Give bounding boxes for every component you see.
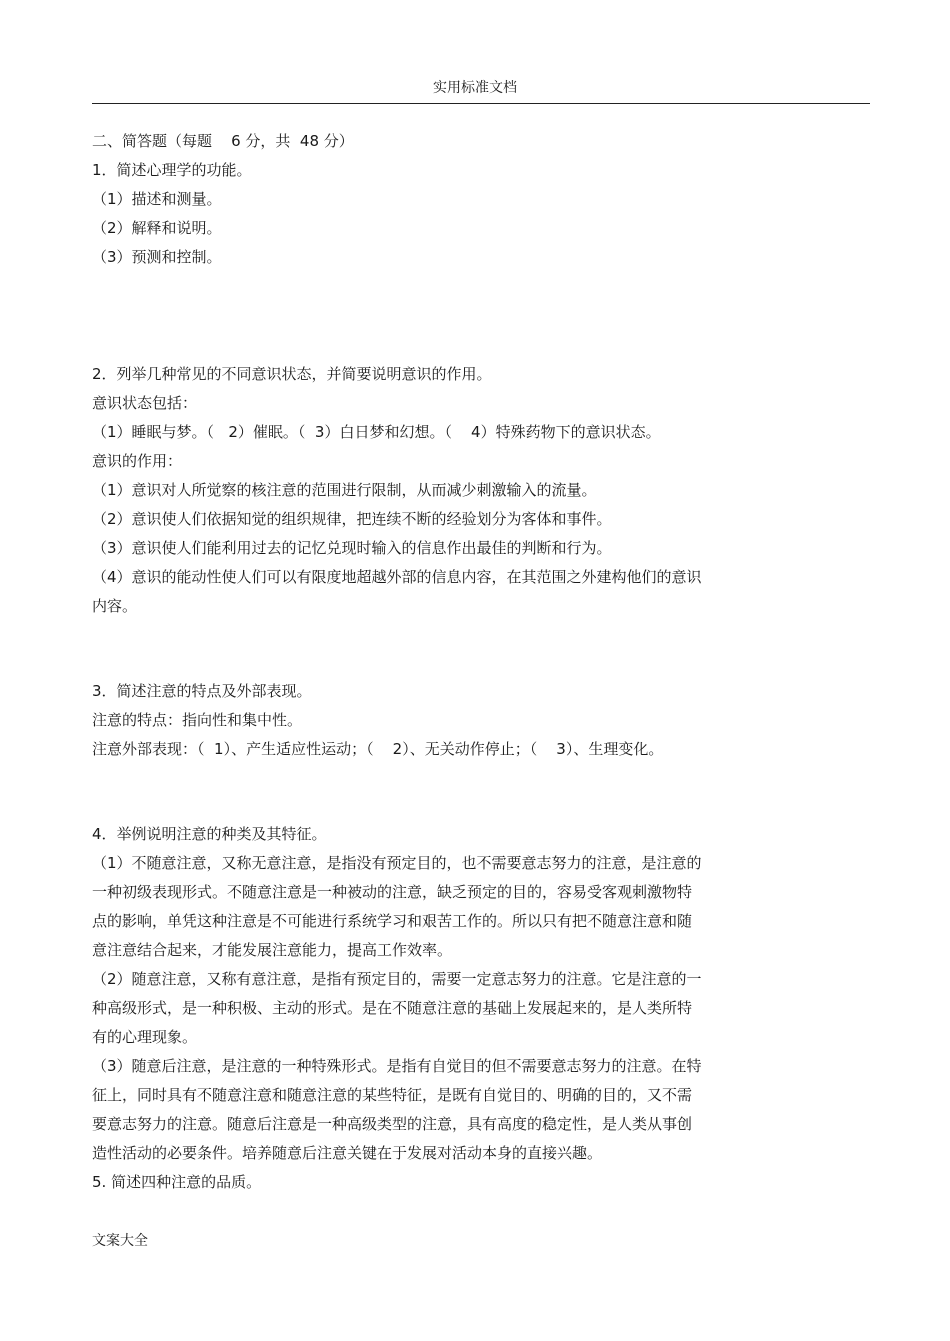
question-3 [92,677,792,764]
answer-line: 注意的特点：指向性和集中性。 [92,711,303,729]
answer-line: （1）意识对人所觉察的核注意的范围进行限制，从而减少刺激输入的流量。 [92,481,597,499]
answer-line: （2）随意注意，又称有意注意，是指有预定目的，需要一定意志努力的注意。它是注意的一 [92,970,702,988]
answer-line: （3）随意后注意，是注意的一种特殊形式。是指有自觉目的但不需要意志努力的注意。在特 [92,1057,702,1075]
answer-line: 点的影响，单凭这种注意是不可能进行系统学习和艰苦工作的。所以只有把不随意注意和随 [92,912,693,930]
question-2 [92,360,792,621]
header-divider [92,103,870,104]
answer-line: （4）意识的能动性使人们可以有限度地超越外部的信息内容，在其范围之外建构他们的意识 [92,568,702,586]
question-title: 5. 简述四种注意的品质。 [92,1173,262,1191]
document-body [92,127,792,1197]
blank-space [92,764,792,820]
question-title: 4．举例说明注意的种类及其特征。 [92,825,327,843]
answer-line: 意注意结合起来，才能发展注意能力，提高工作效率。 [92,941,453,959]
answer-line: （1）不随意注意，又称无意注意，是指没有预定目的，也不需要意志努力的注意，是注意的 [92,854,702,872]
answer-line: （3）意识使人们能利用过去的记忆兑现时输入的信息作出最佳的判断和行为。 [92,539,612,557]
question-title: 2．列举几种常见的不同意识状态，并简要说明意识的作用。 [92,365,492,383]
answer-line: （1）描述和测量。 [92,190,222,208]
answer-line: 种高级形式，是一种积极、主动的形式。是在不随意注意的基础上发展起来的，是人类所特 [92,999,693,1017]
question-4 [92,820,792,1168]
answer-line: 内容。 [92,597,138,615]
answer-line: 造性活动的必要条件。培养随意后注意关键在于发展对活动本身的直接兴趣。 [92,1144,603,1162]
question-title: 3．简述注意的特点及外部表现。 [92,682,312,700]
answer-line: 要意志努力的注意。随意后注意是一种高级类型的注意，具有高度的稳定性，是人类从事创 [92,1115,693,1133]
answer-line: （1）睡眠与梦。（ 2）催眠。（ 3）白日梦和幻想。（ 4）特殊药物下的意识状态。 [92,423,661,441]
answer-line: 意识状态包括： [92,394,198,412]
answer-line: 一种初级表现形式。不随意注意是一种被动的注意，缺乏预定的目的，容易受客观刺激物特 [92,883,693,901]
answer-line: 有的心理现象。 [92,1028,198,1046]
answer-line: 注意外部表现：（ 1）、产生适应性运动；（ 2）、无关动作停止；（ 3）、生理变化。 [92,740,664,758]
answer-line: 意识的作用： [92,452,183,470]
section-heading: 二、简答题（每题 6 分，共 48 分） [92,132,354,150]
page-header: 实用标准文档 [433,80,517,96]
question-title: 1．简述心理学的功能。 [92,161,252,179]
page-footer: 文案大全 [92,1233,148,1249]
answer-line: （2）意识使人们依据知觉的组织规律，把连续不断的经验划分为客体和事件。 [92,510,612,528]
answer-line: （2）解释和说明。 [92,219,222,237]
answer-line: （3）预测和控制。 [92,248,222,266]
answer-line: 征上，同时具有不随意注意和随意注意的某些特征，是既有自觉目的、明确的目的，又不需 [92,1086,693,1104]
question-5 [92,1168,792,1197]
blank-space [92,621,792,677]
question-1 [92,156,792,272]
blank-space [92,272,792,360]
